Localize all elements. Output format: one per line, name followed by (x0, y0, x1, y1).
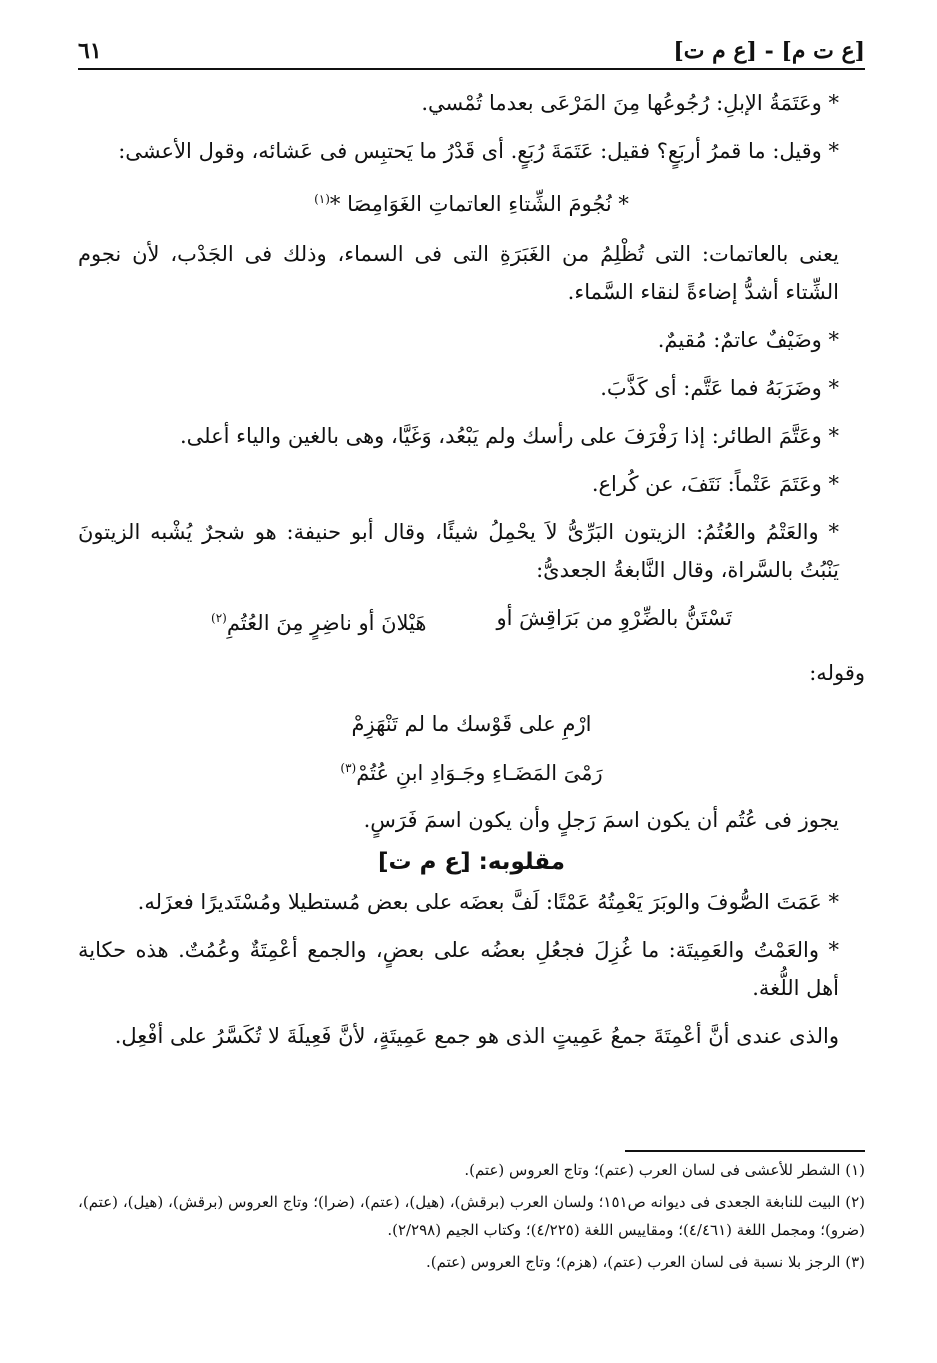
main-text (78, 84, 865, 1065)
paragraph: * وعَتَمَةُ الإبلِ: رُجُوعُها مِنَ المَرْعَى بعدما تُمْسي. (421, 91, 839, 115)
paragraph: * وعَتَّمَ الطائر: إذا رَفْرَفَ على رأسك ولم يَبْعُد، وَغَيَّا، وهى بالغين والياء أعلى. (180, 424, 839, 448)
rajaz-line-2: رَمْىَ المَضَـاءِ وجَـوَادِ ابنِ عُتُمْ$^{(٣)}$ (340, 761, 603, 785)
verse-hemistich-left: هَيْلانَ أو ناضِرٍ مِنَ العُتُمِ$^{(٢)}$ (211, 611, 427, 635)
poetry-verse (78, 599, 865, 642)
paragraph: * عَمَتَ الصُّوفَ والوبَرَ يَعْمِتُهُ عَمْتًا: لَفَّ بعضَه على بعض مُستطيلا ومُسْتَديرًا فعزَله. (137, 890, 839, 914)
running-header (78, 34, 865, 70)
footnotes (78, 1156, 865, 1280)
footnote-ref: (٣) (340, 761, 357, 775)
paragraph: والذى عندى أنَّ أعْمِتَةَ جمعُ عَمِيتٍ الذى هو جمع عَمِيتَةٍ، لأنَّ فَعِيلَةَ لا تُكَسَّرُ على أفْعِل. (114, 1024, 839, 1048)
footnote-ref: (١) (314, 192, 330, 206)
footnote: (١) الشطر للأعشى فى لسان العرب (عتم)؛ وتاج العروس (عتم). (464, 1161, 865, 1179)
paragraph: * وعَتَمَ عَتْماً: نَتَفَ، عن كُراع. (591, 472, 839, 496)
paragraph: * والعَتْمُ والعُتُمُ: الزيتون البَرِّىُّ لاَ يحْمِلُ شيئًا، وقال أبو حنيفة: هو شجرٌ يُشْبه الزيتونَ يَنْبُتُ بالسَّراة، وقال النَّابغةُ الجعدىُّ: (78, 520, 839, 582)
page-number: ٦١ (78, 38, 102, 64)
paragraph: يعنى بالعاتمات: التى تُظْلِمُ من الغَبَرَةِ التى فى السماء، وذلك فى الجَدْب، لأن نجوم الشِّتاء أشدُّ إضاءةً لنقاء السَّماء. (78, 242, 839, 304)
footnote-ref: (٢) (211, 611, 227, 625)
rajaz-line-1: ارْمِ على قَوْسك ما لم تَنْهَزِمْ (351, 712, 592, 736)
verse-text: * نُجُومَ الشِّتاءِ العاتماتِ الغَوَامِصَا * (329, 192, 629, 216)
header-title: [ع ت م] - [ع م ت] (673, 38, 865, 64)
paragraph: * والعَمْتُ والعَمِيتَة: ما غُزِلَ فجعُلِ بعضُه على بعضٍ، والجمع أعْمِتَةٌ وعُمُتٌ. هذه حكاية أهل اللُّغة. (78, 938, 839, 1000)
paragraph: وقوله: (809, 661, 865, 685)
section-title: مقلوبه: [ع م ت] (377, 849, 566, 875)
footnote: (٢) البيت للنابغة الجعدى فى ديوانه ص١٥١؛ ولسان العرب (برقش)، (هيل)، (عتم)، (ضرا)؛ وتاج العروس (برقش)، (هيل)، (عتم)، (ضرو)؛ ومجمل اللغة (٤/٤٦١)؛ ومقاييس اللغة (٤/٢٢٥)؛ وكتاب الجيم (٢/٢٩٨). (78, 1193, 865, 1239)
paragraph: * وضَرَبَهُ فما عَتَّم: أى كَذَّبَ. (600, 376, 839, 400)
verse-line (78, 180, 865, 223)
footnote-separator (625, 1150, 865, 1152)
verse-hemistich-right: تَسْتَنُّ بالضِّرْوِ من بَرَاقِشَ أو (496, 606, 732, 630)
paragraph: * وقيل: ما قمرُ أربَعٍ؟ فقيل: عَتَمَةَ رُبَعٍ. أى قَدْرُ ما يَحتبِس فى عَشائه، وقول الأعشى: (118, 139, 839, 163)
paragraph: * وضَيْفٌ عاتمٌ: مُقيمٌ. (657, 328, 839, 352)
footnote: (٣) الرجز بلا نسبة فى لسان العرب (عتم)، (هزم)؛ وتاج العروس (عتم). (426, 1253, 865, 1271)
paragraph: يجوز فى عُتُم أن يكون اسمَ رَجلٍ وأن يكون اسمَ فَرَسٍ. (363, 808, 839, 832)
rajaz-verse (78, 702, 865, 795)
